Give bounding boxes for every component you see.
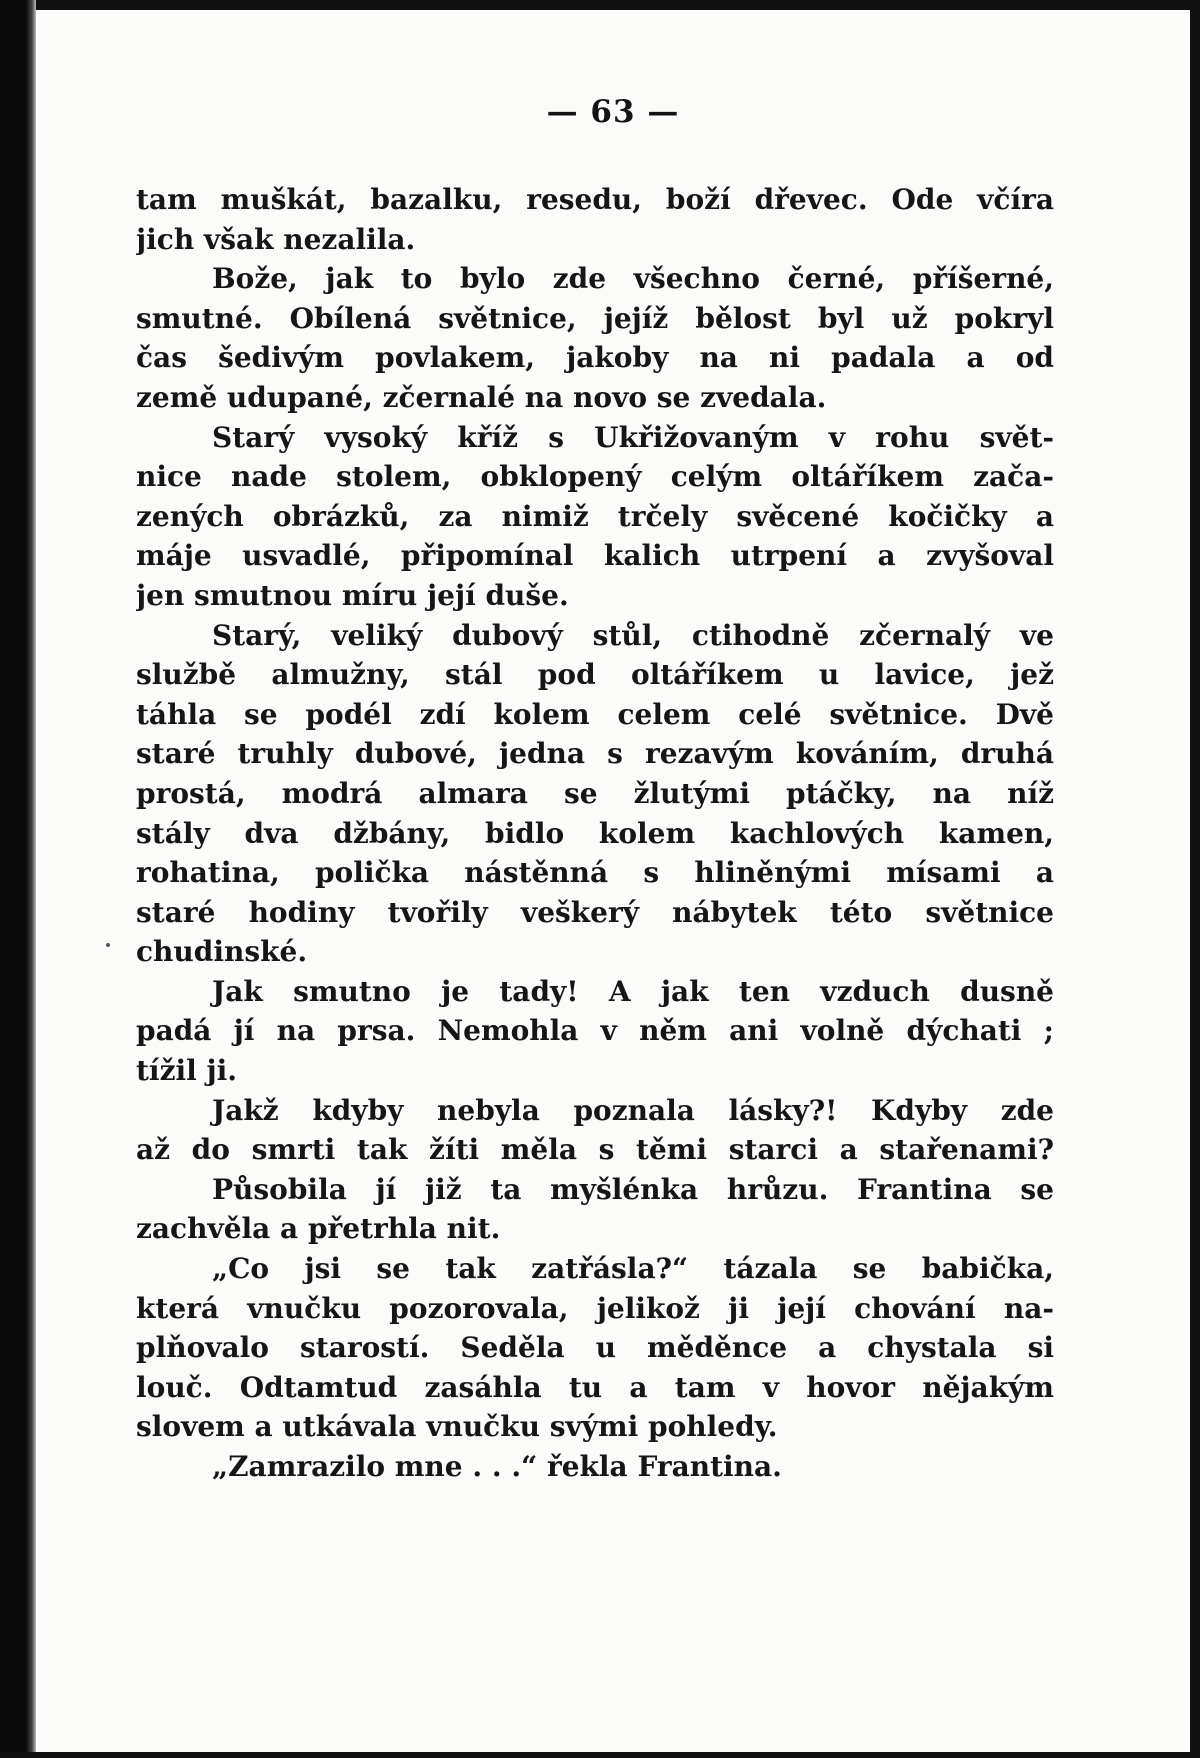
text-line: plňovalo starostí. Seděla u měděnce a chystala si [136, 1331, 1054, 1365]
text-line: jich však nezalila. [136, 222, 416, 256]
text-line: zených obrázků, za nimiž trčely svěcené kočičky a [136, 499, 1054, 533]
text-line: „Co jsi se tak zatřásla?“ tázala se babička, [212, 1252, 1054, 1286]
text-line: louč. Odtamtud zasáhla tu a tam v hovor nějakým [136, 1370, 1054, 1404]
text-line: Starý, veliký dubový stůl, ctihodně zčernalý ve [212, 618, 1054, 652]
text-line: Bože, jak to bylo zde všechno černé, příšerné, [212, 262, 1054, 296]
book-page [36, 10, 1190, 1752]
text-line: která vnučku pozorovala, jelikož ji její chování na- [136, 1291, 1054, 1325]
text-line: zachvěla a přetrhla nit. [136, 1212, 501, 1246]
body-text [136, 180, 1054, 1487]
text-line: prostá, modrá almara se žlutými ptáčky, na níž [136, 776, 1054, 810]
text-line: čas šedivým povlakem, jakoby na ni padala a od [136, 341, 1054, 375]
text-line: stály dva džbány, bidlo kolem kachlových kamen, [136, 816, 1054, 850]
text-line: jen smutnou míru její duše. [136, 578, 569, 612]
scan-edge-right [1190, 0, 1200, 1758]
print-speck [106, 943, 110, 947]
scan-edge-bottom [0, 1752, 1200, 1758]
text-line: rohatina, polička nástěnná s hliněnými mísami a [136, 856, 1054, 890]
text-line: Jakž kdyby nebyla poznala lásky?! Kdyby zde [212, 1093, 1054, 1127]
text-line: tam muškát, bazalku, resedu, boží dřevec. Ode včíra [136, 183, 1054, 216]
text-line: Působila jí již ta myšlénka hrůzu. Frantina se [212, 1172, 1054, 1206]
text-line: tížil ji. [136, 1054, 238, 1088]
text-line: země udupané, zčernalé na novo se zvedala. [136, 380, 827, 414]
text-line: nice nade stolem, obklopený celým oltáříkem zača- [136, 460, 1054, 494]
text-line: Jak smutno je tady! A jak ten vzduch dusně [212, 974, 1054, 1008]
text-line: máje usvadlé, připomínal kalich utrpení a zvyšoval [136, 539, 1054, 573]
page-number: — 63 — [546, 94, 680, 130]
text-line: staré hodiny tvořily veškerý nábytek této světnice [136, 895, 1054, 929]
text-line: Starý vysoký kříž s Ukřižovaným v rohu svět- [212, 420, 1054, 454]
text-line: chudinské. [136, 935, 308, 969]
scan-edge-top [0, 0, 1200, 10]
text-line: až do smrti tak žíti měla s těmi starci a stařenami? [136, 1133, 1054, 1167]
text-line: staré truhly dubové, jedna s rezavým kováním, druhá [136, 737, 1054, 771]
text-line: službě almužny, stál pod oltáříkem u lavice, jež [136, 658, 1054, 692]
book-binding-edge [0, 0, 36, 1758]
text-line: táhla se podél zdí kolem celem celé světnice. Dvě [136, 697, 1054, 731]
text-line: „Zamrazilo mne . . .“ řekla Frantina. [212, 1450, 782, 1483]
text-line: padá jí na prsa. Nemohla v něm ani volně dýchati ; [136, 1014, 1054, 1048]
text-line: slovem a utkávala vnučku svými pohledy. [136, 1410, 778, 1444]
text-line: smutné. Obílená světnice, jejíž bělost byl už pokryl [136, 301, 1054, 335]
